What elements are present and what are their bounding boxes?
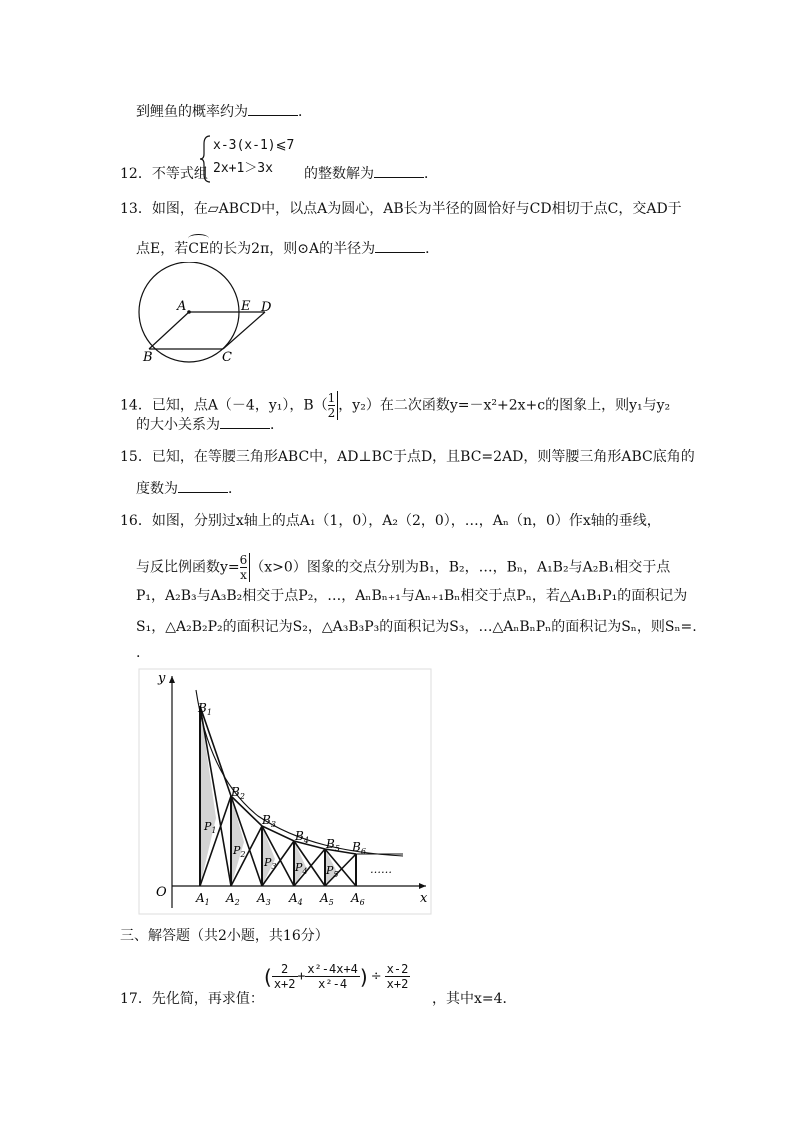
answer-blank[interactable] bbox=[220, 416, 270, 429]
label-a: A bbox=[177, 299, 187, 314]
answer-blank[interactable] bbox=[375, 240, 425, 253]
label-b6: $B_6$ bbox=[352, 840, 366, 856]
segment-dc bbox=[223, 312, 265, 349]
answer-blank[interactable] bbox=[178, 480, 228, 493]
fraction-half: $\frac{1}{2}$ bbox=[328, 391, 339, 420]
q17-label: 17．先化简，再求值： bbox=[120, 991, 264, 1007]
section-3-heading: 三、解答题（共2小题，共16分） bbox=[120, 928, 329, 944]
q15-text-1: 15．已知，在等腰三角形ABC中，AD⊥BC于点D，且BC=2AD，则等腰三角形ABC底角的 bbox=[120, 449, 695, 465]
answer-blank[interactable] bbox=[248, 103, 298, 116]
label-b1: $B_1$ bbox=[198, 701, 212, 717]
q16-text-4: S₁，△A₂B₂P₂的面积记为S₂，△A₃B₃P₃的面积记为S₃，…△AₙBₙPₙ的面积记为Sₙ，则Sₙ=. bbox=[136, 619, 697, 635]
q14-text-1: 14．已知，点A（－4，y₁），B（ $\frac{1}{2}$，y₂）在二次函数y=－x²+2x+c的图象上，则y₁与y₂ bbox=[120, 391, 671, 420]
label-b4: $B_4$ bbox=[295, 829, 309, 845]
label-e: E bbox=[241, 299, 251, 314]
fraction-1: $\frac{2}{x+2}$ bbox=[273, 962, 296, 991]
segment-ba bbox=[149, 312, 189, 349]
label-a2: $A_2$ bbox=[226, 891, 240, 907]
label-a3: $A_3$ bbox=[257, 891, 271, 907]
y-arrow-icon bbox=[169, 676, 175, 683]
label-a5: $A_5$ bbox=[320, 891, 334, 907]
fraction-6-over-x: $\frac{6}{x}$ bbox=[240, 553, 251, 582]
label-p4: $P_4$ bbox=[295, 861, 308, 876]
triangle-s1 bbox=[200, 706, 216, 886]
label-x: x bbox=[420, 891, 428, 906]
label-c: C bbox=[222, 350, 232, 365]
center-point bbox=[187, 310, 191, 314]
q16-text-1: 16．如图，分别过x轴上的点A₁（1，0），A₂（2，0），…，Aₙ（n，0）作x轴的垂线， bbox=[120, 513, 661, 529]
label-a1: $A_1$ bbox=[196, 891, 210, 907]
label-a4: $A_4$ bbox=[289, 891, 303, 907]
q15-text-2: 度数为 ． bbox=[136, 481, 242, 497]
q11-tail: 到鲤鱼的概率约为 ． bbox=[136, 104, 312, 120]
q16-text-2: 与反比例函数y= $\frac{6}{x}(x>0)$图象的交点分别为B₁，B₂，…，Bₙ，A₁B₂与A₂B₁相交于点 bbox=[136, 553, 671, 582]
answer-blank[interactable] bbox=[374, 165, 424, 178]
fraction-3: $\frac{x-2}{x+2}$ bbox=[386, 962, 409, 991]
label-p2: $P_2$ bbox=[233, 844, 246, 859]
figure-16 bbox=[138, 668, 433, 916]
label-b: B bbox=[143, 350, 153, 365]
q12-inequality-1: x-3(x-1)⩽7 bbox=[213, 138, 295, 153]
label-a6: $A_6$ bbox=[351, 891, 365, 907]
label-d: D bbox=[261, 300, 272, 315]
brace-icon bbox=[198, 134, 212, 184]
q17-tail: ，其中x=4． bbox=[432, 991, 517, 1007]
q14-text-2: 的大小关系为 ． bbox=[136, 417, 284, 433]
q16-text-5: . bbox=[136, 645, 141, 661]
q13-text-2: 点E，若 CE的长为2π，则⊙A的半径为 ． bbox=[136, 240, 439, 258]
label-ellipsis: …… bbox=[370, 863, 392, 876]
x-arrow-icon bbox=[419, 883, 426, 889]
label-p3: $P_3$ bbox=[264, 856, 277, 871]
q17-expression: ( $\frac{2}{x+2}$ + $\frac{\text{x²-4x+4}}{\text{x²-4}}$ ) ÷ $\frac{x-2}{x+2}$ bbox=[264, 962, 409, 991]
q12-prefix: 12．不等式组 bbox=[120, 166, 208, 182]
figure-13 bbox=[135, 262, 280, 367]
q16-text-3: P₁，A₂B₃与A₃B₂相交于点P₂，…，AₙBₙ₊₁与Aₙ₊₁Bₙ相交于点Pₙ，若△A₁B₁P₁的面积记为 bbox=[136, 588, 688, 604]
fraction-2: $\frac{\text{x²-4x+4}}{\text{x²-4}}$ bbox=[307, 962, 358, 991]
label-origin: O bbox=[156, 885, 167, 900]
label-b5: $B_5$ bbox=[326, 837, 340, 853]
q13-text-1: 13．如图，在▱ABCD中，以点A为圆心，AB长为半径的圆恰好与CD相切于点C，交AD于 bbox=[120, 201, 682, 217]
label-b3: $B_3$ bbox=[262, 813, 276, 829]
arc-icon bbox=[188, 234, 209, 243]
label-b2: $B_2$ bbox=[231, 785, 245, 801]
label-p1: $P_1$ bbox=[204, 820, 217, 835]
q12-inequality-2: 2x+1＞3x bbox=[213, 161, 273, 176]
label-p5: $P_5$ bbox=[326, 864, 339, 879]
label-y: y bbox=[158, 671, 166, 686]
chord-b-line bbox=[200, 706, 356, 854]
q12-suffix: 的整数解为 ． bbox=[304, 166, 438, 182]
figure-frame bbox=[139, 669, 431, 914]
